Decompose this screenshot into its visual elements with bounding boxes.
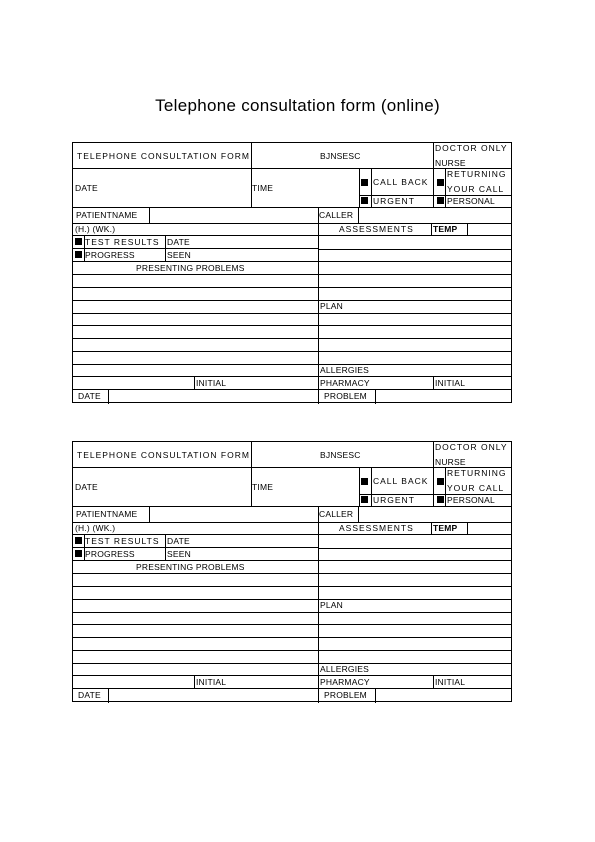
form-heading: TELEPHONE CONSULTATION FORM [77,450,250,460]
returning-label: RETURNING [447,169,507,179]
date-label: DATE [75,183,98,193]
call-back-checkbox[interactable] [361,179,368,186]
temp-label: TEMP [433,224,458,234]
assessments-label: ASSESSMENTS [339,224,414,234]
allergies-label: ALLERGIES [320,365,370,375]
personal-label: PERSONAL [447,196,495,206]
doctor-only-label: DOCTOR ONLY [435,442,508,452]
returning-call-checkbox[interactable] [437,179,444,186]
returning-call-checkbox[interactable] [437,478,444,485]
progress-checkbox[interactable] [75,251,82,258]
test-results-checkbox[interactable] [75,537,82,544]
allergies-label: ALLERGIES [320,664,370,674]
personal-checkbox[interactable] [437,496,444,503]
footer-date-label: DATE [78,690,101,700]
time-label: TIME [252,482,274,492]
call-back-checkbox[interactable] [361,478,368,485]
urgent-checkbox[interactable] [361,197,368,204]
caller-label: CALLER [319,210,354,220]
results-date-label: DATE [167,536,190,546]
consultation-form-2 [72,441,512,702]
patient-name-label: PATIENTNAME [76,210,138,220]
assessments-label: ASSESSMENTS [339,523,414,533]
urgent-checkbox[interactable] [361,496,368,503]
progress-label: PROGRESS [85,549,135,559]
your-call-label: YOUR CALL [447,184,505,194]
form-heading: TELEPHONE CONSULTATION FORM [77,151,250,161]
test-results-checkbox[interactable] [75,238,82,245]
plan-label: PLAN [320,600,344,610]
date-label: DATE [75,482,98,492]
pharmacy-label: PHARMACY [320,378,370,388]
plan-label: PLAN [320,301,344,311]
pharmacy-label: PHARMACY [320,677,370,687]
phone-label: (H.) (WK.) [75,224,116,234]
call-back-label: CALL BACK [373,177,429,187]
urgent-label: URGENT [373,495,415,505]
call-back-label: CALL BACK [373,476,429,486]
problem-label: PROBLEM [324,690,367,700]
page-title: Telephone consultation form (online) [155,96,440,115]
form-code: BJNSESC [320,151,361,161]
progress-label: PROGRESS [85,250,135,260]
personal-label: PERSONAL [447,495,495,505]
seen-label: SEEN [167,250,191,260]
urgent-label: URGENT [373,196,415,206]
consultation-form-1 [72,142,512,403]
pharmacy-initial-label: INITIAL [435,677,466,687]
your-call-label: YOUR CALL [447,483,505,493]
doctor-only-label: DOCTOR ONLY [435,143,508,153]
test-results-label: TEST RESULTS [85,237,160,247]
phone-label: (H.) (WK.) [75,523,116,533]
initial-label: INITIAL [196,677,227,687]
problem-label: PROBLEM [324,391,367,401]
results-date-label: DATE [167,237,190,247]
nurse-label: NURSE [435,457,466,467]
temp-label: TEMP [433,523,458,533]
seen-label: SEEN [167,549,191,559]
time-label: TIME [252,183,274,193]
pharmacy-initial-label: INITIAL [435,378,466,388]
footer-date-label: DATE [78,391,101,401]
form-code: BJNSESC [320,450,361,460]
presenting-problems-label: PRESENTING PROBLEMS [136,263,245,273]
test-results-label: TEST RESULTS [85,536,160,546]
returning-label: RETURNING [447,468,507,478]
presenting-problems-label: PRESENTING PROBLEMS [136,562,245,572]
progress-checkbox[interactable] [75,550,82,557]
personal-checkbox[interactable] [437,197,444,204]
caller-label: CALLER [319,509,354,519]
nurse-label: NURSE [435,158,466,168]
initial-label: INITIAL [196,378,227,388]
patient-name-label: PATIENTNAME [76,509,138,519]
